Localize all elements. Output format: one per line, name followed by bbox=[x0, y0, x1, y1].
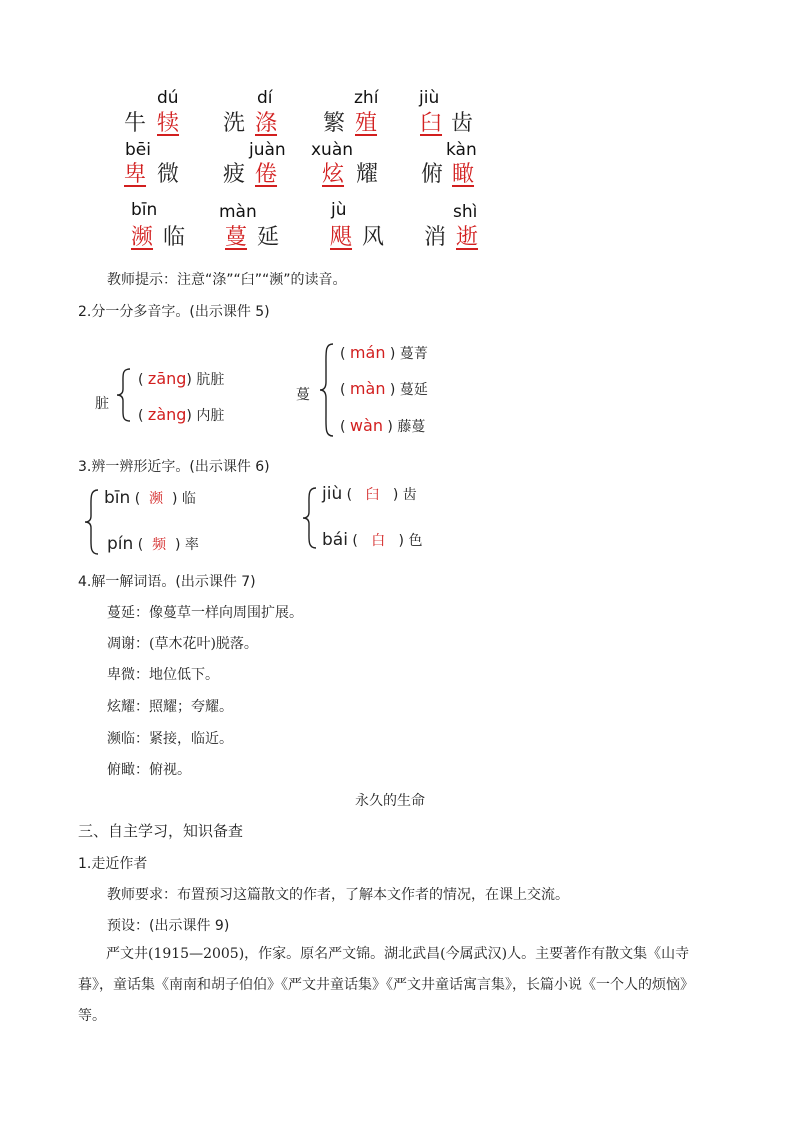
similar-char-option: bái ( 白 ) 色 bbox=[322, 530, 423, 550]
pinyin-label: dú bbox=[157, 88, 179, 108]
polyphone-option: ( wàn ) 藤蔓 bbox=[340, 416, 426, 435]
pinyin-label: zhí bbox=[354, 88, 379, 108]
hanzi-target: 殖 bbox=[355, 111, 378, 136]
hanzi-target: 蔓 bbox=[225, 225, 248, 250]
left-brace-icon bbox=[300, 486, 320, 550]
polyphone-option: ( zàng) 内脏 bbox=[138, 405, 225, 424]
hanzi-target: 犊 bbox=[157, 111, 180, 136]
zang-char: 脏 bbox=[95, 396, 109, 412]
hanzi: 繁 bbox=[323, 111, 346, 136]
man-char: 蔓 bbox=[296, 387, 310, 403]
similar-char-option: jiù ( 臼 ) 齿 bbox=[322, 484, 417, 504]
preset-label: 预设：(出示课件 9) bbox=[107, 918, 230, 934]
pinyin-label: bēi bbox=[125, 140, 151, 160]
similar-char-option: pín ( 频 ) 率 bbox=[107, 534, 199, 554]
pinyin-label: jiù bbox=[419, 88, 440, 108]
hanzi-target: 逝 bbox=[456, 225, 479, 250]
left-brace-icon bbox=[114, 367, 134, 423]
pinyin-label: jù bbox=[331, 200, 347, 220]
left-brace-icon bbox=[317, 342, 337, 438]
hanzi: 消 bbox=[424, 225, 447, 250]
definition-item: 炫耀：照耀；夸耀。 bbox=[107, 699, 233, 715]
hanzi: 风 bbox=[362, 225, 385, 250]
section4-title: 4.解一解词语。(出示课件 7) bbox=[78, 574, 256, 590]
pinyin-label: màn bbox=[219, 202, 257, 222]
hanzi: 俯 bbox=[421, 162, 444, 187]
hanzi-target: 倦 bbox=[255, 162, 278, 187]
hanzi-target: 卑 bbox=[124, 162, 147, 187]
definition-item: 俯瞰：俯视。 bbox=[107, 762, 191, 778]
definition-item: 濒临：紧接，临近。 bbox=[107, 731, 233, 747]
pinyin-label: kàn bbox=[446, 140, 477, 160]
hanzi: 疲 bbox=[223, 162, 246, 187]
author-paragraph: 严文井(1915—2005)，作家。原名严文锦。湖北武昌(今属武汉)人。主要著作有散文集《山寺暮》，童话集《南南和胡子伯伯》《严文井童话集》《严文井童话寓言集》，长篇小说《一个人的烦恼》等。 bbox=[78, 946, 694, 1024]
hanzi: 洗 bbox=[223, 111, 246, 136]
hanzi-target: 瞰 bbox=[452, 162, 475, 187]
definition-item: 蔓延：像蔓草一样向周围扩展。 bbox=[107, 605, 303, 621]
left-brace-icon bbox=[82, 488, 102, 556]
pinyin-label: bīn bbox=[131, 200, 158, 220]
hanzi-target: 臼 bbox=[420, 111, 443, 136]
polyphone-option: ( zāng) 肮脏 bbox=[138, 369, 225, 388]
pinyin-label: xuàn bbox=[311, 140, 354, 160]
hanzi: 临 bbox=[163, 225, 186, 250]
polyphone-option: ( màn ) 蔓延 bbox=[340, 379, 428, 398]
hanzi-target: 濒 bbox=[131, 225, 154, 250]
teacher-hint: 教师提示：注意“涤”“臼”“濒”的读音。 bbox=[107, 272, 347, 288]
hanzi: 微 bbox=[157, 162, 180, 187]
hanzi: 齿 bbox=[451, 111, 474, 136]
hanzi: 牛 bbox=[124, 111, 147, 136]
definition-item: 凋谢：(草木花叶)脱落。 bbox=[107, 636, 258, 652]
subsection-title: 1.走近作者 bbox=[78, 856, 148, 872]
teacher-requirement: 教师要求：布置预习这篇散文的作者，了解本文作者的情况，在课上交流。 bbox=[107, 887, 569, 903]
section2-title: 2.分一分多音字。(出示课件 5) bbox=[78, 304, 270, 320]
definition-item: 卑微：地位低下。 bbox=[107, 667, 219, 683]
pinyin-label: shì bbox=[453, 202, 478, 222]
section-heading: 三、自主学习，知识备查 bbox=[78, 822, 244, 840]
pinyin-label: juàn bbox=[249, 140, 286, 160]
hanzi-target: 炫 bbox=[322, 162, 345, 187]
hanzi-target: 涤 bbox=[255, 111, 278, 136]
pinyin-label: dí bbox=[257, 88, 273, 108]
similar-char-option: bīn ( 濒 ) 临 bbox=[104, 488, 196, 508]
hanzi: 延 bbox=[257, 225, 280, 250]
section3-title: 3.辨一辨形近字。(出示课件 6) bbox=[78, 459, 270, 475]
hanzi: 耀 bbox=[356, 162, 379, 187]
polyphone-option: ( mán ) 蔓菁 bbox=[340, 343, 428, 362]
hanzi-target: 飓 bbox=[330, 225, 353, 250]
lesson-title: 永久的生命 bbox=[355, 793, 425, 809]
